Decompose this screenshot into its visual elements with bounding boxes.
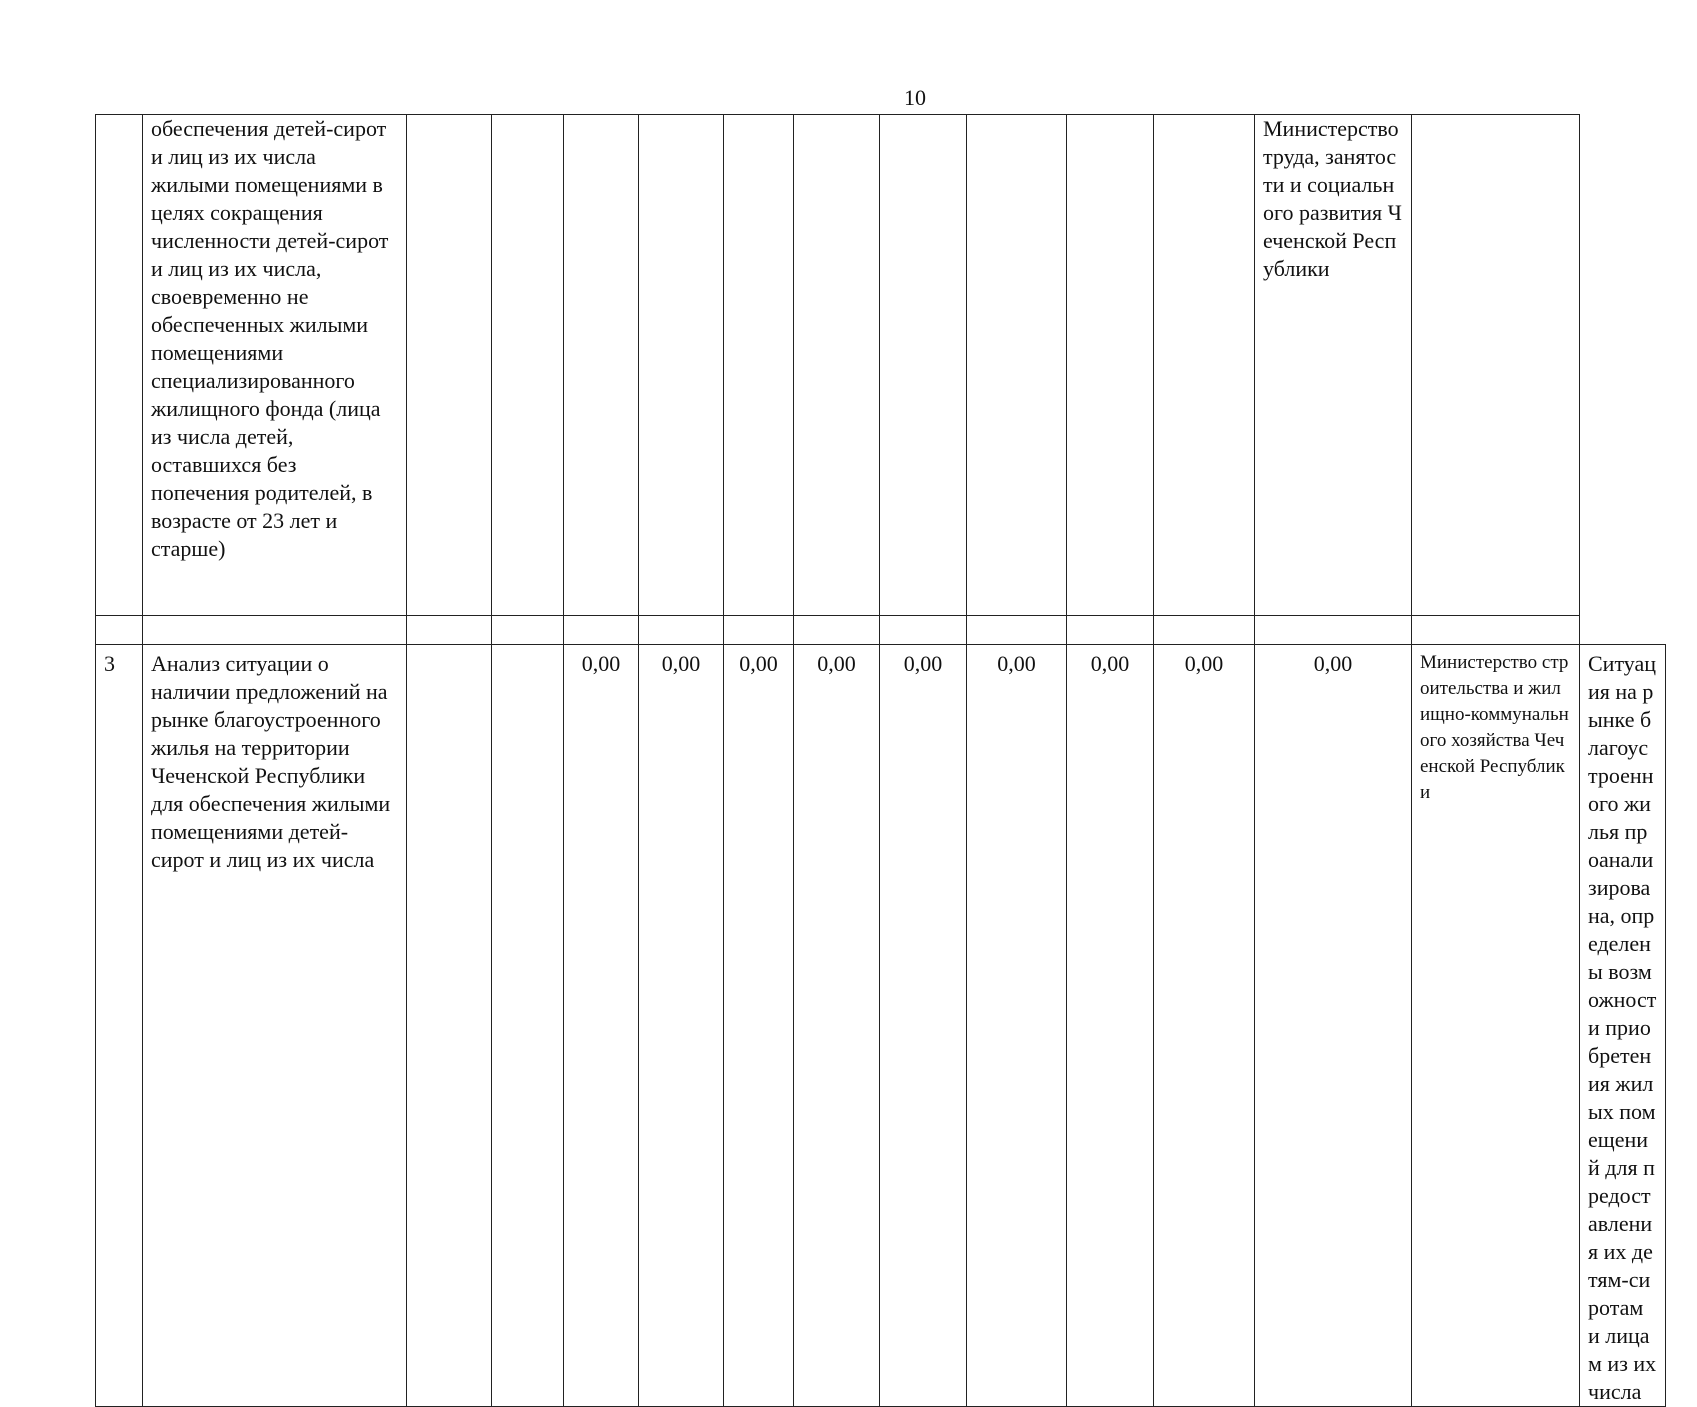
cell-empty <box>492 616 564 645</box>
cell-number: 3 <box>96 645 143 1407</box>
activity-description-continued: обеспечения детей-сирот и лиц из их числа жилыми помещениями в целях сокращения численности детей-сирот и лиц из их числа, своевременно не обеспеченных жилыми помещениями специализированного жилищного фонда (лица из числа детей, оставшихся без попечения родителей, в возрасте от 23 лет и старше) <box>151 116 389 561</box>
cell-number <box>96 115 143 616</box>
cell-value: 0,00 <box>794 645 880 1407</box>
cell-empty <box>492 645 564 1407</box>
cell-empty <box>639 616 724 645</box>
cell-empty <box>407 616 492 645</box>
cell-value: 0,00 <box>880 645 967 1407</box>
cell-result <box>1412 115 1580 616</box>
cell-empty <box>724 616 794 645</box>
cell-empty <box>96 616 143 645</box>
page-number: 10 <box>904 85 926 110</box>
cell-empty <box>967 115 1067 616</box>
cell-empty <box>724 115 794 616</box>
cell-empty <box>492 115 564 616</box>
table-row-continued <box>96 115 1666 616</box>
cell-responsible <box>1255 115 1412 616</box>
cell-value: 0,00 <box>564 645 639 1407</box>
cell-description <box>143 645 407 1407</box>
cell-empty <box>564 616 639 645</box>
cell-empty <box>1255 616 1412 645</box>
cell-value: 0,00 <box>1067 645 1154 1407</box>
cell-empty <box>639 115 724 616</box>
cell-empty <box>794 115 880 616</box>
cell-empty <box>880 115 967 616</box>
cell-empty <box>880 616 967 645</box>
cell-value: 0,00 <box>639 645 724 1407</box>
cell-value: 0,00 <box>1255 645 1412 1407</box>
table-row-spacer <box>96 616 1666 645</box>
table-row-3 <box>96 645 1666 1407</box>
cell-empty <box>794 616 880 645</box>
cell-value: 0,00 <box>1154 645 1255 1407</box>
program-activities-table <box>95 114 1666 1407</box>
cell-empty <box>1154 115 1255 616</box>
expected-result: Ситуация на рынке благоустроенного жилья проанализирована, определены возможности приобретения жилых помещений для предоставления их детям-сиротам и лицам из их числа <box>1588 651 1657 1404</box>
responsible-executor: Министерство труда, занятости и социального развития Чеченской Республики <box>1263 116 1402 281</box>
cell-empty <box>564 115 639 616</box>
cell-empty <box>1067 616 1154 645</box>
cell-responsible <box>1412 645 1580 1407</box>
cell-description <box>143 115 407 616</box>
cell-value: 0,00 <box>724 645 794 1407</box>
cell-empty <box>1067 115 1154 616</box>
cell-empty <box>1412 616 1580 645</box>
cell-result <box>1580 645 1666 1407</box>
cell-empty <box>407 645 492 1407</box>
activity-description: Анализ ситуации о наличии предложений на рынке благоустроенного жилья на территории Чеченской Республики для обеспечения жилыми помещениями детей-сирот и лиц из их числа <box>151 651 391 872</box>
responsible-executor: Министерство строительства и жилищно-коммунального хозяйства Чеченской Республики <box>1420 652 1569 803</box>
cell-empty <box>143 616 407 645</box>
cell-empty <box>407 115 492 616</box>
cell-empty <box>1154 616 1255 645</box>
cell-value: 0,00 <box>967 645 1067 1407</box>
cell-empty <box>967 616 1067 645</box>
